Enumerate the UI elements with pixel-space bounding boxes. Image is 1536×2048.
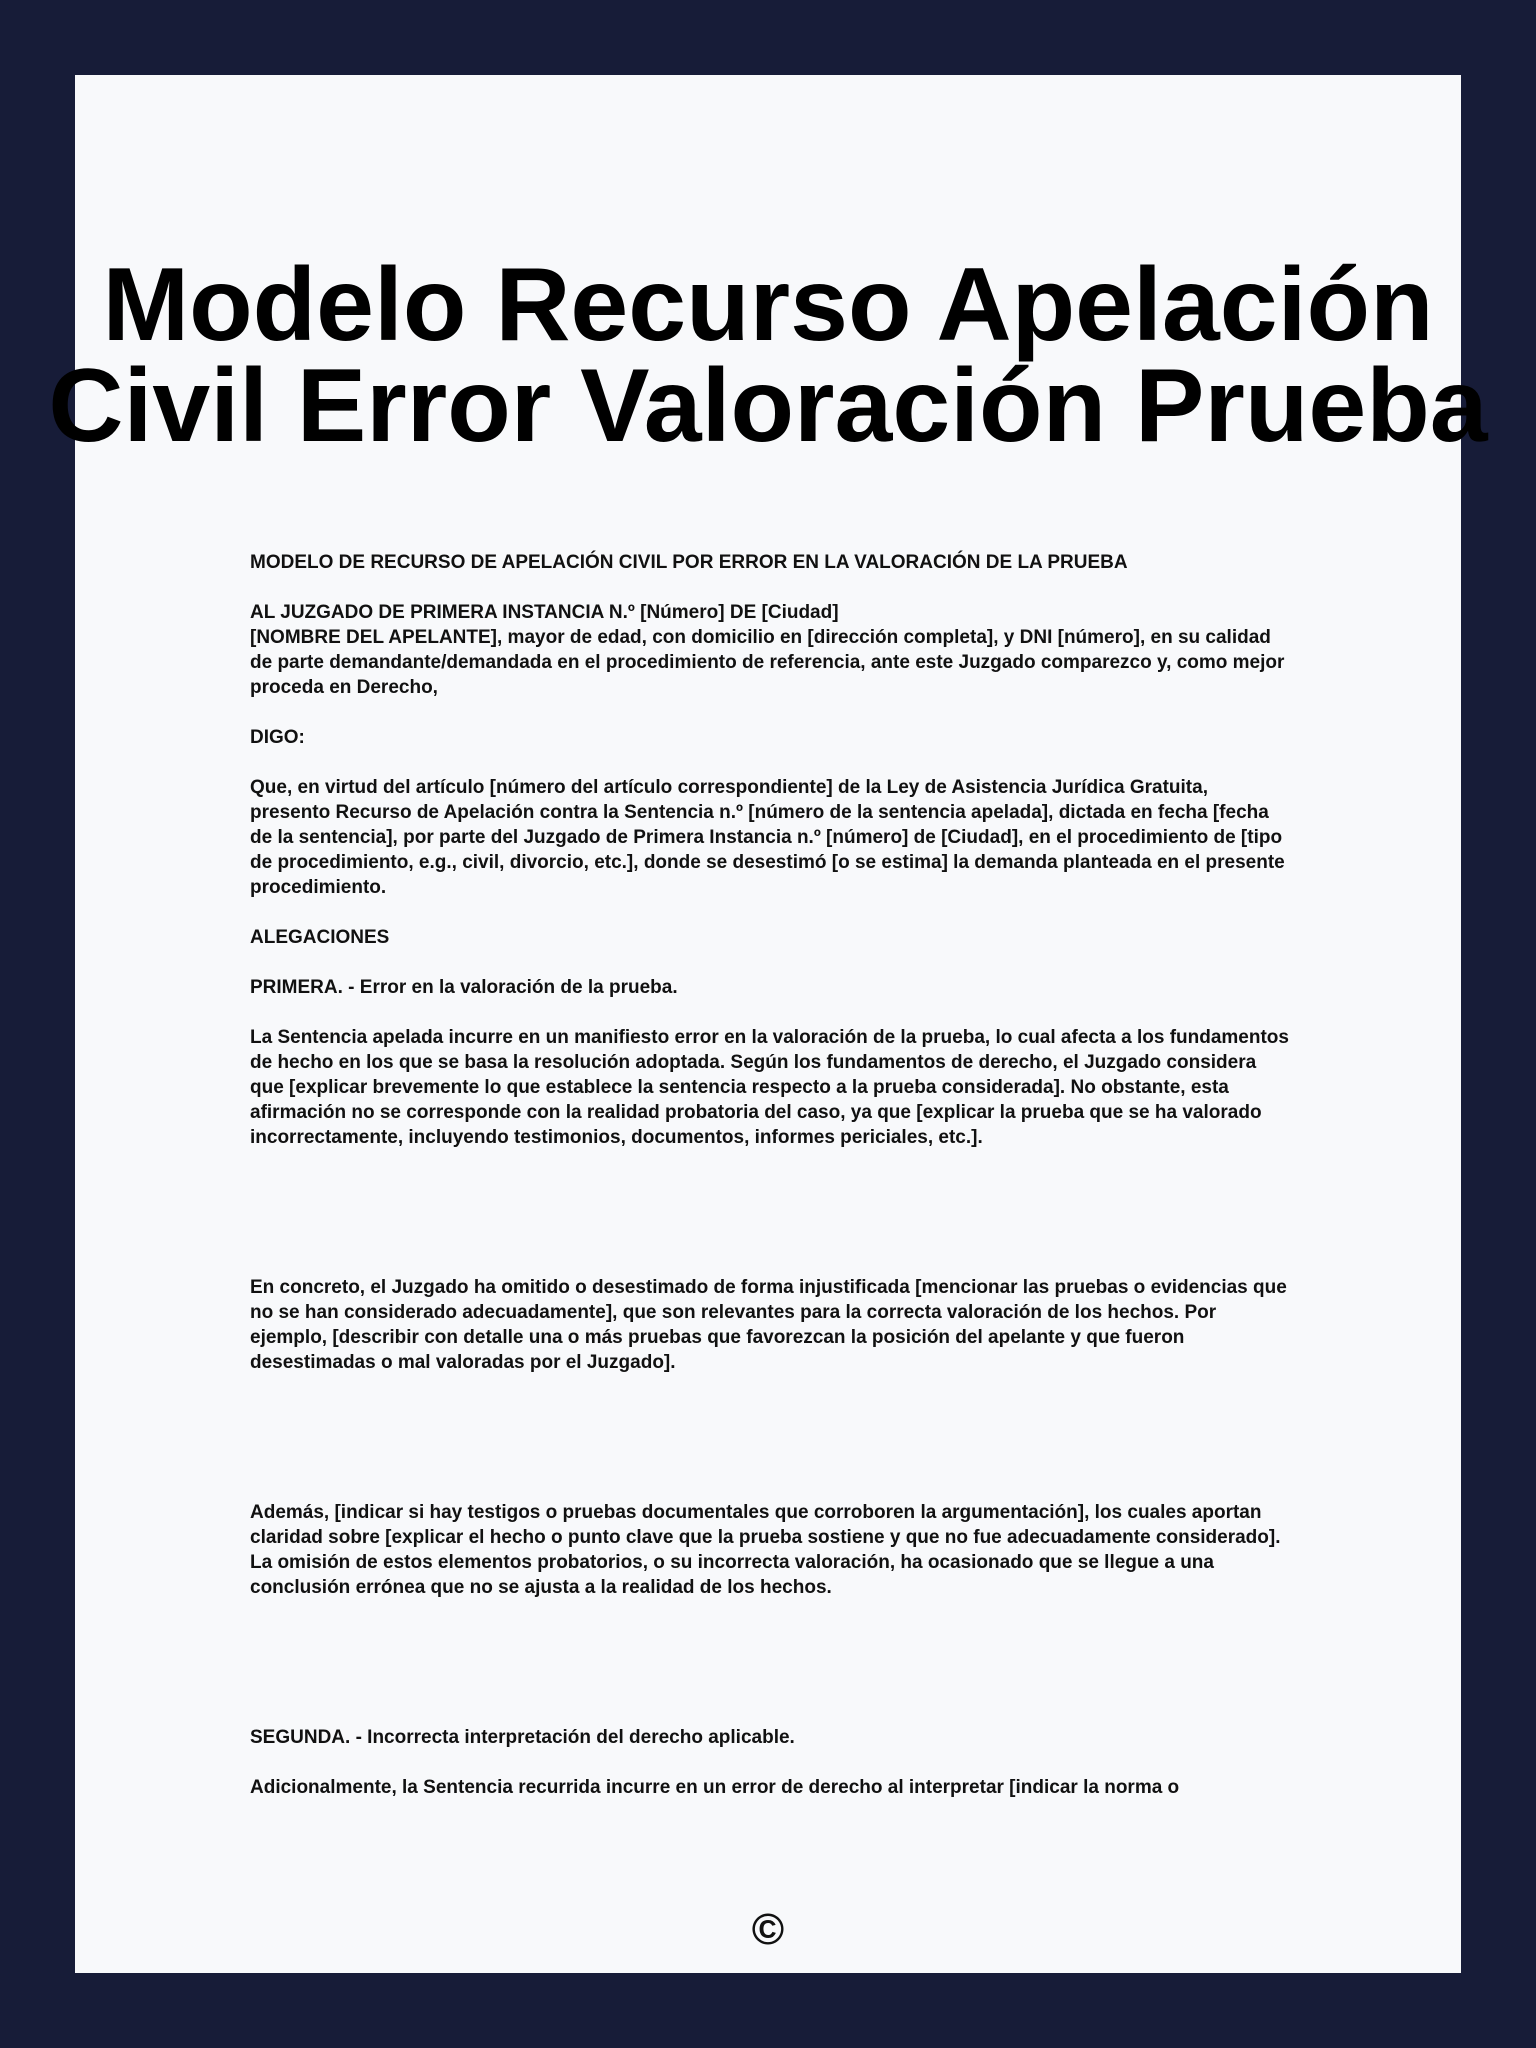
intro-paragraph: [NOMBRE DEL APELANTE], mayor de edad, con domicilio en [dirección completa], y DNI [número], en su calidad de parte demandante/demandada en el procedimiento de referencia, ante este Juzgado comparezco y, como mejor proceda en Derecho, xyxy=(250,627,1285,698)
copyright-icon: © xyxy=(751,1905,785,1954)
primera-paragraph-2: En concreto, el Juzgado ha omitido o desestimado de forma injustificada [mencionar las pruebas o evidencias que no se han considerado adecuadamente], que son relevantes para la correcta valoración de los hechos. Por ejemplo, [describir con detalle una o más pruebas que favorezcan la posición del apelante y que fueron desestimadas o mal valoradas por el Juzgado]. xyxy=(250,1277,1287,1373)
que-paragraph: Que, en virtud del artículo [número del artículo correspondiente] de la Ley de Asistencia Jurídica Gratuita, presento Recurso de Apelación contra la Sentencia n.º [número de la sentencia apelada], dictada en fecha [fecha de la sentencia], por parte del Juzgado de Primera Instancia n.º [número] de [Ciudad], en el procedimiento de [tipo de procedimiento, e.g., civil, divorcio, etc.], donde se desestimó [o se estima] la demanda planteada en el presente procedimiento. xyxy=(250,777,1285,898)
title-line-1: Modelo Recurso Apelación xyxy=(102,247,1434,363)
alegaciones-heading: ALEGACIONES xyxy=(250,927,390,948)
document-heading: MODELO DE RECURSO DE APELACIÓN CIVIL POR ERROR EN LA VALORACIÓN DE LA PRUEBA xyxy=(250,552,1128,573)
segunda-heading: SEGUNDA. - Incorrecta interpretación del derecho aplicable. xyxy=(250,1727,795,1748)
document-page xyxy=(48,75,1488,1973)
title-line-2: Civil Error Valoración Prueba xyxy=(48,348,1488,464)
primera-paragraph-1: La Sentencia apelada incurre en un manifiesto error en la valoración de la prueba, lo cual afecta a los fundamentos de hecho en los que se basa la resolución adoptada. Según los fundamentos de derecho, el Juzgado considera que [explicar brevemente lo que establece la sentencia respecto a la prueba considerada]. No obstante, esta afirmación no se corresponde con la realidad probatoria del caso, ya que [explicar la prueba que se ha valorado incorrectamente, incluyendo testimonios, documentos, informes periciales, etc.]. xyxy=(250,1027,1289,1148)
primera-heading: PRIMERA. - Error en la valoración de la prueba. xyxy=(250,977,678,998)
document-body xyxy=(250,550,1290,1800)
primera-paragraph-3: Además, [indicar si hay testigos o pruebas documentales que corroboren la argumentación], los cuales aportan claridad sobre [explicar el hecho o punto clave que la prueba sostiene y que no fue adecuadamente considerado]. La omisión de estos elementos probatorios, o su incorrecta valoración, ha ocasionado que se llegue a una conclusión errónea que no se ajusta a la realidad de los hechos. xyxy=(250,1502,1281,1598)
digo-label: DIGO: xyxy=(250,727,305,748)
segunda-paragraph-1: Adicionalmente, la Sentencia recurrida incurre en un error de derecho al interpretar [indicar la norma o xyxy=(250,1777,1180,1798)
court-address: AL JUZGADO DE PRIMERA INSTANCIA N.º [Número] DE [Ciudad] xyxy=(250,602,839,623)
document-title xyxy=(45,247,1491,464)
